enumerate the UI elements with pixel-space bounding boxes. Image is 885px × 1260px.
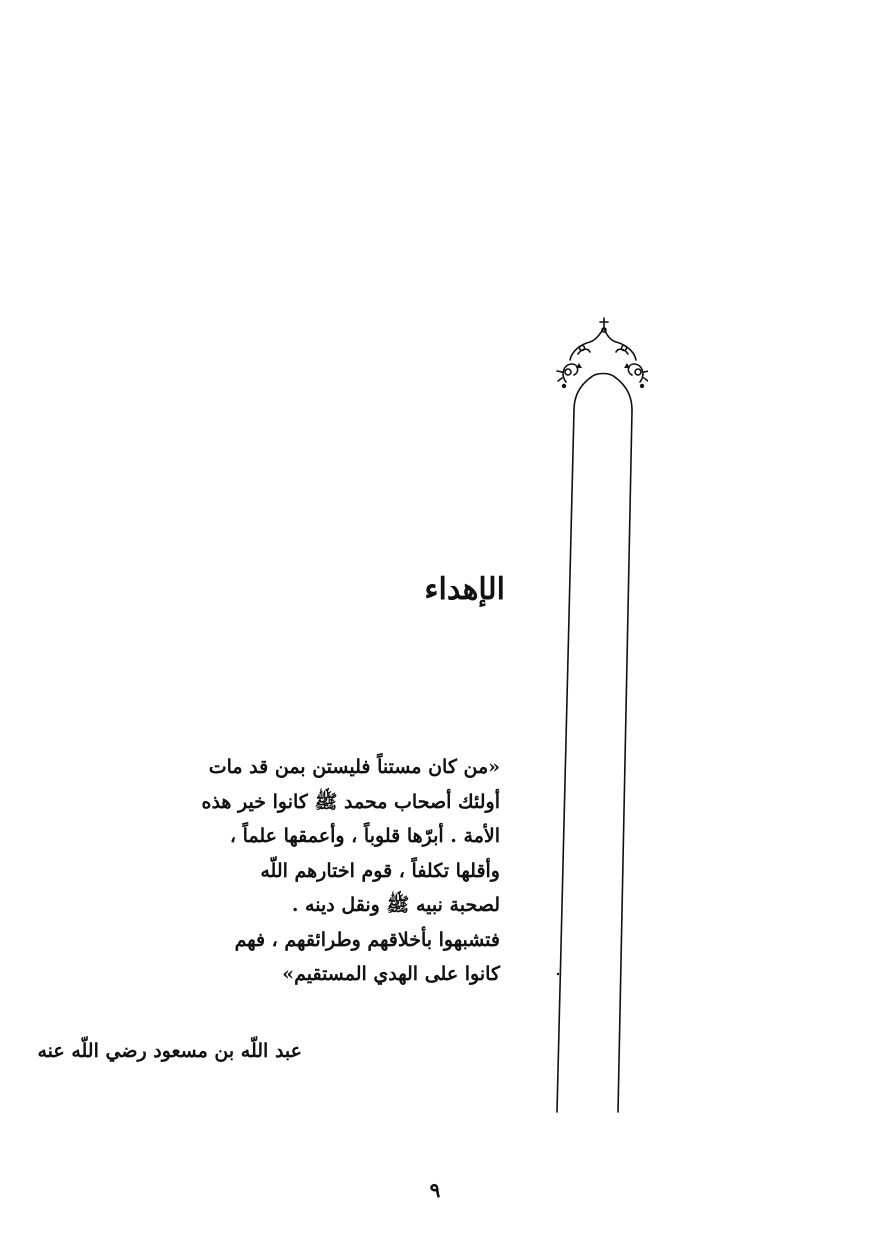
- quote-line: وأقلها تكلفاً ، قوم اختارهم اللّه: [260, 859, 500, 882]
- quote-line: أولئك أصحاب محمد ﷺ كانوا خير هذه: [201, 790, 500, 813]
- page-title: الإهداء: [424, 572, 505, 607]
- quote-attribution: عبد اللّه بن مسعود رضي اللّه عنه: [37, 1040, 302, 1062]
- quote-line: الأمة . أبرّها قلوباً ، وأعمقها علماً ،: [229, 825, 500, 847]
- quote-block: [190, 750, 500, 992]
- quote-line: كانوا على الهدي المستقيم»: [282, 963, 500, 985]
- arch-column-ornament-icon: [548, 312, 648, 1122]
- quote-line: «من كان مستناً فليستن بمن قد مات: [208, 756, 500, 778]
- quote-line: فتشبهوا بأخلاقهم وطرائقهم ، فهم: [234, 928, 500, 951]
- page-number: ٩: [429, 1178, 441, 1202]
- quote-line: لصحبة نبيه ﷺ ونقل دينه .: [291, 894, 500, 916]
